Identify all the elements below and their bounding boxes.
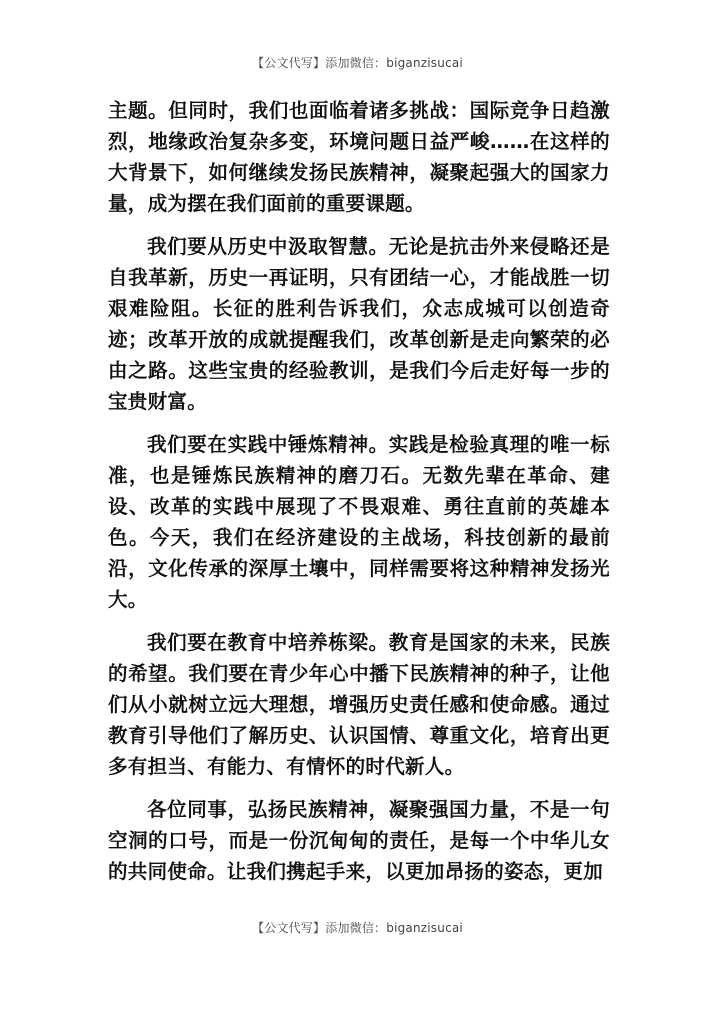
paragraph-practice-spirit: 我们要在实践中锤炼精神。实践是检验真理的唯一标准，也是锤炼民族精神的磨刀石。无数先辈在革命、建设、改革的实践中展现了不畏艰难、勇往直前的英雄本色。今天，我们在经济建设的主战场，科技创新的最前沿，文化传承的深厚土壤中，同样需要将这种精神发扬光大。 [108,433,610,611]
page-header-watermark: 【公文代写】添加微信：biganzisucai [252,56,463,70]
paragraph-history-wisdom: 我们要从历史中汲取智慧。无论是抗击外来侵略还是自我革新，历史一再证明，只有团结一心，才能战胜一切艰难险阻。长征的胜利告诉我们，众志成城可以创造奇迹；改革开放的成就提醒我们，改革创新是走向繁荣的必由之路。这些宝贵的经验教训，是我们今后走好每一步的宝贵财富。 [108,235,610,413]
paragraph-closing: 各位同事，弘扬民族精神，凝聚强国力量，不是一句空洞的口号，而是一份沉甸甸的责任，是每一个中华儿女的共同使命。让我们携起手来，以更加昂扬的姿态，更加 [108,798,610,883]
paragraph-continuation: 主题。但同时，我们也面临着诸多挑战：国际竞争日趋激烈，地缘政治复杂多变，环境问题日益严峻……在这样的大背景下，如何继续发扬民族精神，凝聚起强大的国家力量，成为摆在我们面前的重要课题。 [108,99,610,215]
page-footer-watermark: 【公文代写】添加微信：biganzisucai [252,921,463,935]
paragraph-education: 我们要在教育中培养栋梁。教育是国家的未来，民族的希望。我们要在青少年心中播下民族精神的种子，让他们从小就树立远大理想，增强历史责任感和使命感。通过教育引导他们了解历史、认识国情、尊重文化，培育出更多有担当、有能力、有情怀的时代新人。 [108,631,610,778]
document-body [108,95,610,899]
